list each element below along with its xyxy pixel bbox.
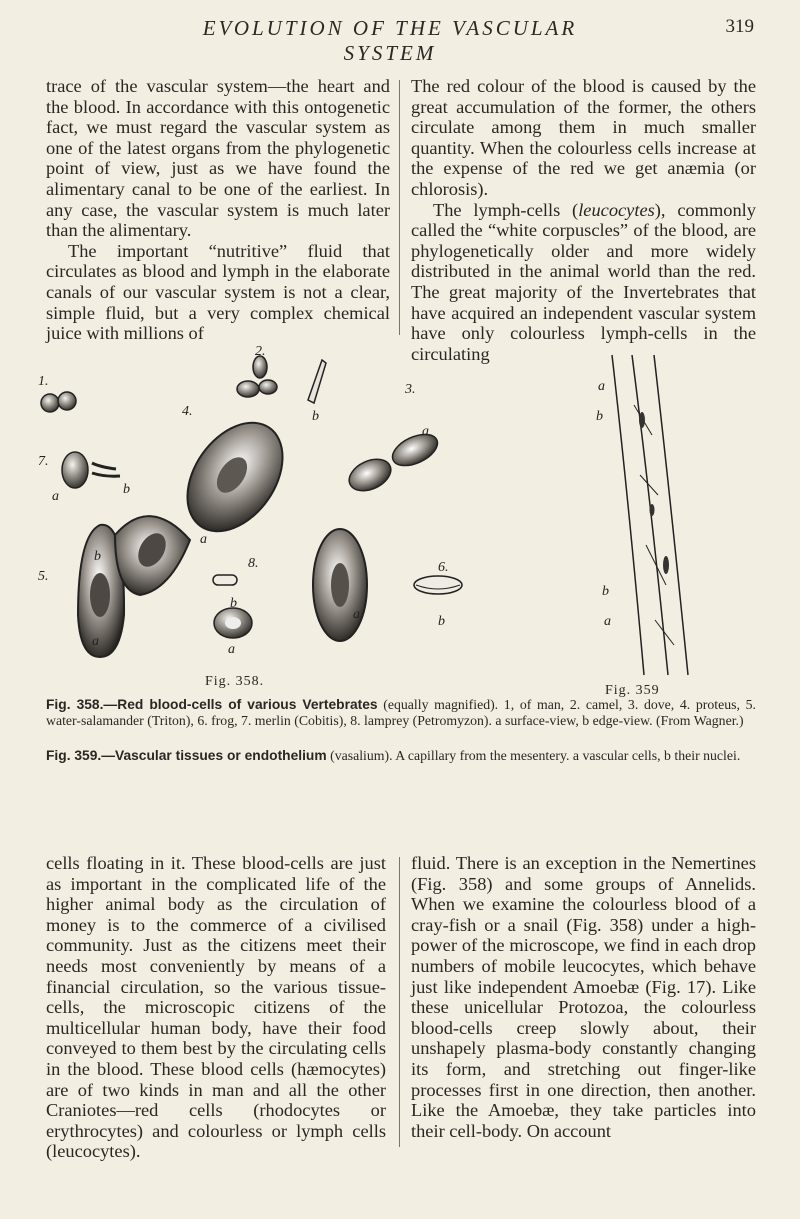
caption-lead: Fig. 359.—Vascular tissues or endothelium: [46, 748, 327, 763]
column-divider: [399, 80, 400, 335]
fig-letter: a: [92, 634, 99, 649]
fig-letter: b: [230, 596, 237, 611]
caption-text: (equally magnified). 1, of man, 2. camel, 3. dove, 4. proteus, 5. water-salamander (Triton), 6. frog, 7. merlin (Cobitis), 8. lamprey (Petromyzon). a surface-view, b edge-view. (From Wagner.): [46, 697, 756, 728]
cell-group-camel: [237, 356, 277, 397]
fig-letter: b: [596, 409, 603, 424]
paragraph: fluid. There is an exception in the Nemertines (Fig. 358) and some groups of Annelids. When we examine the colourless blood of a cray-fish or a snail (Fig. 358) under a high-power of the microscope, we find in each drop numbers of mobile leucocytes, which behave just like independent Amoebæ (Fig. 17). Like these unicellular Protozoa, the colourless blood-cells creep slowly about, their unshapely plasma-body constantly changing its form, and stretching out finger-like processes first in one direction, then another. Like the Amoebæ, they take particles into their cell-body. On account: [411, 853, 756, 1141]
running-head: EVOLUTION OF THE VASCULAR SYSTEM: [202, 16, 578, 65]
column-divider: [399, 857, 400, 1147]
fig-letter: b: [94, 549, 101, 564]
paragraph: The important “nutritive” fluid that circulates as blood and lymph in the elaborate canals of our vascular system is not a clear, simple fluid, but a very complex chemical juice with millions of: [46, 240, 390, 344]
figure-359-illustration: [570, 345, 720, 685]
fig-letter: b: [312, 409, 319, 424]
text-column-top-left: [46, 76, 390, 344]
fig-number: 4.: [182, 404, 193, 419]
figure-359-label: Fig. 359: [605, 683, 660, 698]
caption-lead: Fig. 358.—Red blood-cells of various Vertebrates: [46, 697, 378, 712]
fig-number: 3.: [405, 382, 416, 397]
page-number: 319: [725, 16, 754, 37]
paragraph: The red colour of the blood is caused by the great accumulation of the former, the others circulate among them in much smaller quantity. When the colourless cells increase at the expense of the red we get anæmia (or chlorosis).: [411, 76, 756, 199]
fig-number: 1.: [38, 374, 49, 389]
cell-group-man: [41, 392, 76, 412]
fig-number: 8.: [248, 556, 259, 571]
fig-letter: a: [353, 607, 360, 622]
paragraph: [411, 200, 756, 365]
text-column-bottom-left: [46, 853, 386, 1162]
cell-group-merlin: [62, 452, 120, 488]
text-column-bottom-right: [411, 853, 756, 1153]
fig-letter: a: [604, 614, 611, 629]
fig-letter: b: [602, 584, 609, 599]
fig-letter: b: [123, 482, 130, 497]
cell-group-proteus: [168, 360, 367, 641]
fig-number: 7.: [38, 454, 49, 469]
paragraph: trace of the vascular system—the heart and the blood. In accordance with this ontogenetic fact, we must regard the vascular system as one of the latest organs from the phylogenetic point of view, just as we have found the alimentary canal to be one of the earliest. In any case, the vascular system is much later than the alimentary.: [46, 76, 390, 241]
text-run: ), commonly called the “white corpuscles” of the blood, are phylogenetically older and more widely distributed in the animal world than the red. The great majority of the Invertebrates that have acquired an independent vascular system have only colourless lymph-cells in the circulating: [411, 199, 756, 364]
caption-text: (vasalium). A capillary from the mesentery. a vascular cells, b their nuclei.: [330, 748, 741, 763]
text-column-top-right: [411, 76, 756, 364]
fig-letter: a: [598, 379, 605, 394]
fig-letter: a: [52, 489, 59, 504]
figure-358-caption: [46, 697, 756, 728]
figure-359-caption: [46, 748, 756, 764]
fig-number: 2.: [255, 344, 266, 359]
figure-358-label: Fig. 358.: [205, 674, 265, 689]
fig-number: 6.: [438, 560, 449, 575]
cell-group-frog: [414, 576, 462, 594]
figure-358-illustration: [20, 345, 490, 685]
fig-letter: a: [228, 642, 235, 657]
fig-letter: b: [438, 614, 445, 629]
fig-letter: a: [200, 532, 207, 547]
italic-term: leucocytes: [578, 199, 655, 220]
paragraph: cells floating in it. These blood-cells are just as important in the complicated life of the higher animal body as the circulation of money is to the commerce of a civilised community. Just as the citizens meet their needs most conveniently by means of a financial circulation, so the various tissue-cells, the microscopic citizens of the multicellular human body, have their food conveyed to them best by the circulating cells in the blood. These blood cells (hæmocytes) are of two kinds in man and all the other Craniotes—red cells (rhodocytes or erythrocytes) and colourless or lymph cells (leucocytes).: [46, 853, 386, 1162]
fig-number: 5.: [38, 569, 49, 584]
text-run: The lymph-cells (: [433, 199, 579, 220]
fig-letter: a: [422, 424, 429, 439]
